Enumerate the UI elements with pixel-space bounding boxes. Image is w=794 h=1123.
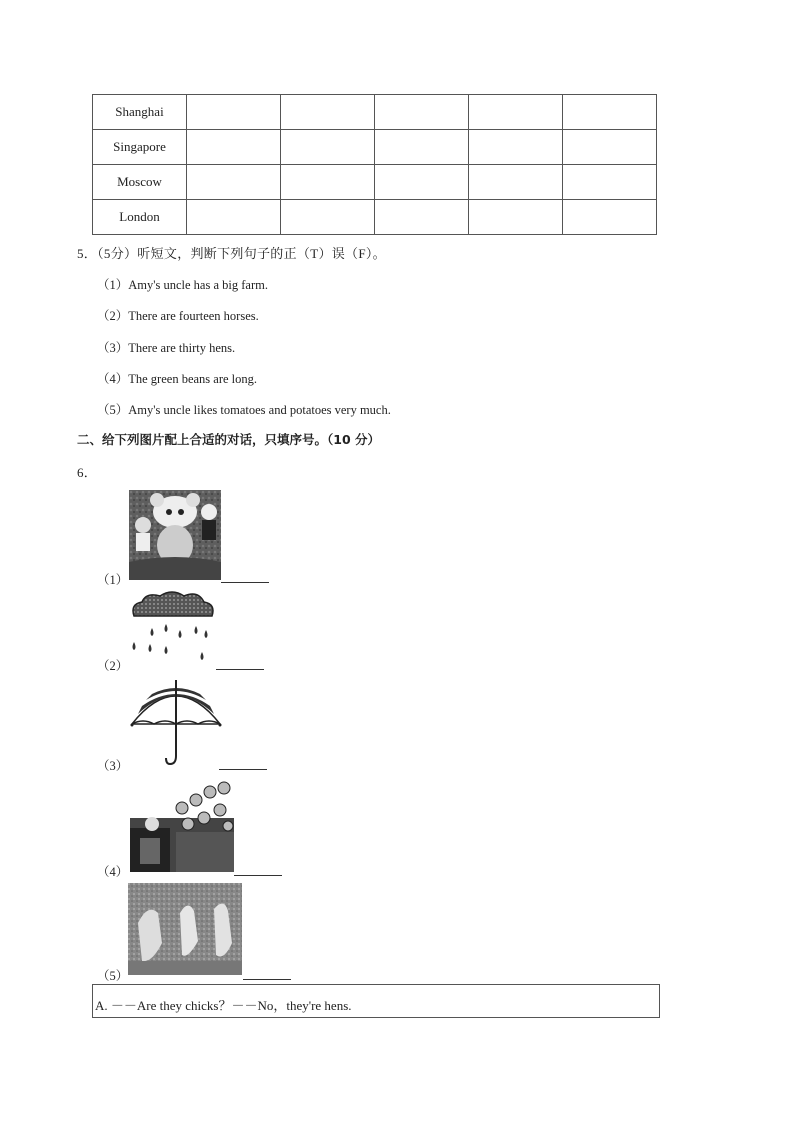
q5-item-2: （2）There are fourteen horses. (97, 309, 259, 323)
rain-cloud-picture (128, 590, 218, 668)
answer-blank-1[interactable] (221, 581, 269, 583)
section-2-title: 二、给下列图片配上合适的对话，只填序号。（10 分） (77, 432, 380, 447)
blank-cell (281, 130, 375, 165)
blank-cell (281, 165, 375, 200)
q6-label-1: （1） (97, 573, 129, 587)
umbrella-picture (128, 678, 224, 768)
answer-blank-5[interactable] (243, 978, 291, 980)
table-row (93, 130, 657, 165)
children-bear-picture (129, 490, 221, 580)
q5-item-3: （3）There are thirty hens. (97, 341, 236, 355)
blank-cell (469, 200, 563, 235)
answer-blank-3[interactable] (219, 768, 267, 770)
blank-cell (469, 95, 563, 130)
answer-option-a (92, 984, 660, 1018)
blank-cell (563, 165, 657, 200)
q6-label-2: （2） (97, 659, 129, 673)
question-5-header: 5．（5分）听短文，判断下列句子的正（T）误（F）。 (77, 246, 386, 261)
q5-item-1: （1）Amy's uncle has a big farm. (97, 278, 268, 292)
horses-picture (128, 883, 242, 975)
q6-label-4: （4） (97, 865, 129, 879)
table-row (93, 95, 657, 130)
blank-cell (281, 95, 375, 130)
blank-cell (469, 130, 563, 165)
city-cell: Moscow (93, 165, 187, 200)
city-cell: Singapore (93, 130, 187, 165)
q5-item-4: （4）The green beans are long. (97, 372, 258, 386)
answer-blank-2[interactable] (216, 668, 264, 670)
blank-cell (187, 200, 281, 235)
q6-label-5: （5） (97, 969, 129, 983)
city-cell: Shanghai (93, 95, 187, 130)
question-6-number: 6． (77, 465, 98, 480)
blank-cell (187, 95, 281, 130)
blank-cell (187, 130, 281, 165)
blank-cell (375, 130, 469, 165)
blank-cell (375, 200, 469, 235)
weather-table (92, 94, 657, 235)
answer-option-a-text: A. －－Are they chicks？－－No，they're hens. (95, 998, 352, 1013)
blank-cell (187, 165, 281, 200)
blank-cell (563, 130, 657, 165)
blank-cell (563, 95, 657, 130)
table-row (93, 200, 657, 235)
city-cell: London (93, 200, 187, 235)
blank-cell (281, 200, 375, 235)
q5-item-5: （5）Amy's uncle likes tomatoes and potatoes very much. (97, 403, 391, 417)
answer-blank-4[interactable] (234, 874, 282, 876)
q6-label-3: （3） (97, 759, 129, 773)
table-row (93, 165, 657, 200)
music-band-picture (130, 778, 234, 872)
blank-cell (469, 165, 563, 200)
blank-cell (375, 95, 469, 130)
blank-cell (563, 200, 657, 235)
blank-cell (375, 165, 469, 200)
